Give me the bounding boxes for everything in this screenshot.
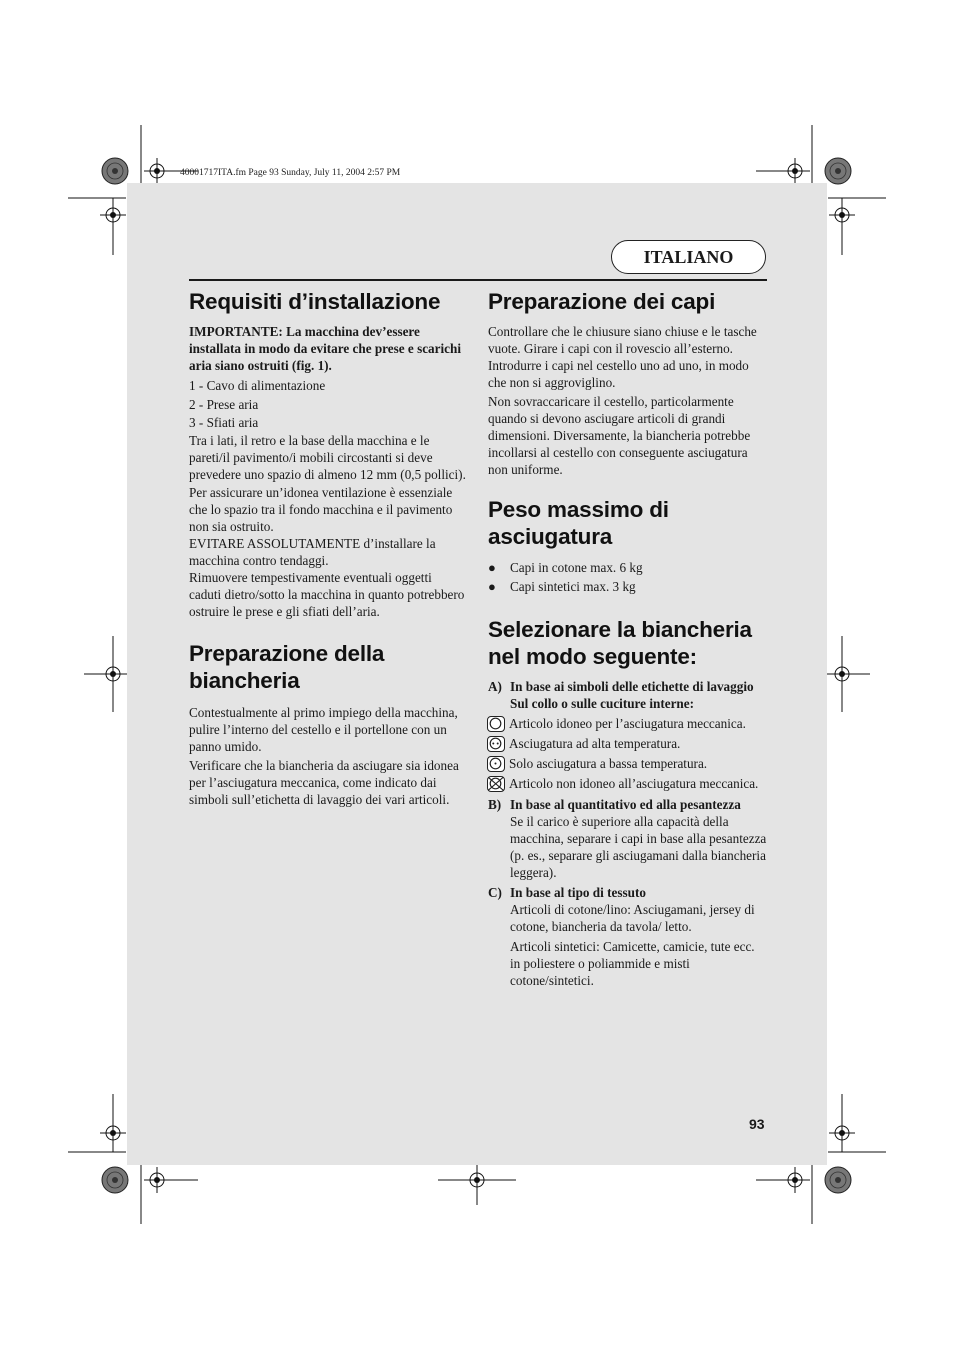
section-b: B) In base al quantitativo ed alla pesantezza Se il carico è superiore alla capacità della macchina, separare i capi in base alla pesantezza (p. es., separare gli asciugamani dalla biancheria leggera). xyxy=(488,797,767,880)
section-a: A) In base ai simboli delle etichette di lavaggio Sul collo o sulle cuciture interne: xyxy=(488,679,754,711)
do-not-tumble-dry-icon xyxy=(487,776,505,792)
heading-garment-prep: Preparazione dei capi xyxy=(488,289,716,314)
section-c: C) In base al tipo di tessuto Articoli di cotone/lino: Asciugamani, jersey di cotone, biancheria da tavola/ letto. Articoli sintetici: Camicette, camicie, tute ecc. in poliestere o poliammide e misti cotone/sintetici. xyxy=(488,885,755,988)
left-column xyxy=(189,288,467,808)
language-label: ITALIANO xyxy=(611,240,766,274)
list-item: 3 - Sfiati aria xyxy=(189,415,259,430)
tumble-dry-high-icon xyxy=(487,736,505,752)
page-number: 93 xyxy=(749,1116,765,1132)
symbol-row: Articolo non idoneo all’asciugatura meccanica. xyxy=(488,775,768,792)
paragraph: Non sovraccaricare il cestello, particolarmente quando si devono asciugare articoli di grandi dimensioni. Diversamente, la biancheria potrebbe incollarsi al cestello con conseguente asciugatura non uniforme. xyxy=(488,394,751,477)
header-rule xyxy=(189,279,767,281)
heading-select-laundry: Selezionare la biancheria nel modo seguente: xyxy=(488,617,752,669)
heading-laundry-prep: Preparazione della biancheria xyxy=(189,641,385,693)
file-slug: 40001717ITA.fm Page 93 Sunday, July 11, 2004 2:57 PM xyxy=(180,168,401,178)
bullet-icon: ● xyxy=(488,579,496,594)
bullet-icon: ● xyxy=(488,560,496,575)
list-item: 1 - Cavo di alimentazione xyxy=(189,378,326,393)
list-item: 2 - Prese aria xyxy=(189,397,259,412)
paragraph: Per assicurare un’idonea ventilazione è essenziale che lo spazio tra il fondo macchina e il pavimento non sia ostruito. xyxy=(189,485,453,534)
paragraph: Contestualmente al primo impiego della macchina, pulire l’interno del cestello e il portellone con un panno umido. xyxy=(189,705,458,754)
heading-max-weight: Peso massimo di asciugatura xyxy=(488,497,669,549)
right-column xyxy=(488,288,768,989)
important-note: IMPORTANTE: La macchina dev’essere installata in modo da evitare che prese e scarichi aria siano ostruiti (fig. 1). xyxy=(189,324,462,373)
paragraph: Tra i lati, il retro e la base della macchina e le pareti/il pavimento/i mobili circostanti si deve prevedere uno spazio di almeno 12 mm (0,5 pollici). xyxy=(189,433,466,482)
list-item: ● Capi sintetici max. 3 kg xyxy=(488,579,636,594)
paragraph: Rimuovere tempestivamente eventuali oggetti caduti dietro/sotto la macchina in quanto potrebbero ostruire le prese e gli sfiati dell’aria. xyxy=(189,570,465,619)
paragraph: EVITARE ASSOLUTAMENTE d’installare la macchina contro tendaggi. xyxy=(189,536,436,568)
tumble-dry-low-icon xyxy=(487,756,505,772)
heading-installation: Requisiti d’installazione xyxy=(189,289,441,314)
symbol-row: Solo asciugatura a bassa temperatura. xyxy=(488,755,768,772)
tumble-dry-ok-icon xyxy=(487,716,505,732)
symbol-row: Asciugatura ad alta temperatura. xyxy=(488,735,768,752)
symbol-row: Articolo idoneo per l’asciugatura meccanica. xyxy=(488,715,768,732)
paragraph: Verificare che la biancheria da asciugare sia idonea per l’asciugatura meccanica, come indicato dai simboli sull’etichetta di lavaggio dei vari articoli. xyxy=(189,758,459,807)
list-item: ● Capi in cotone max. 6 kg xyxy=(488,560,643,575)
paragraph: Controllare che le chiusure siano chiuse e le tasche vuote. Girare i capi con il rovescio all’esterno. Introdurre i capi nel cestello uno ad uno, in modo che non si aggroviglino. xyxy=(488,324,757,390)
